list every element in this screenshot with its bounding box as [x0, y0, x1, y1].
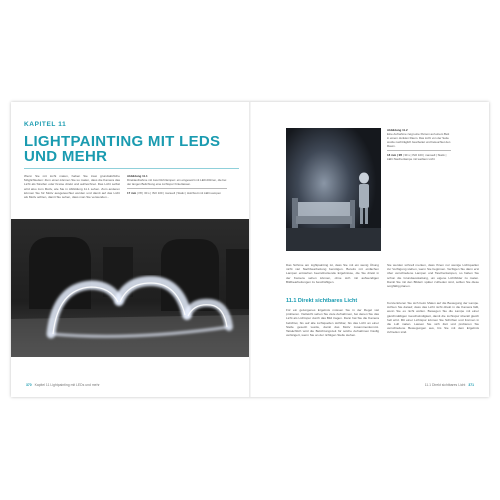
left-footer-text: Kapitel 11 Lightpainting mit LEDs und mehr: [34, 383, 100, 387]
left-footer: [24, 383, 100, 387]
right-page: [250, 102, 489, 397]
caption-title: Abbildung 11.1: [127, 174, 148, 178]
right-col2-text: Sie werden schnell merken, dass Ihnen nur wenige Lichtquellen zur Verfügung stehen, wenn Sie beginnen. Verfügen Sie dann erst über verschiedene Lampen und Taschenlampen, so haben Sie schon die Grundausstattung, um eigene Lichtbilder zu malen. Damit Sie mit den Bildern später zufrieden sind, sollten Sie diese sorgfältig planen.: [387, 263, 479, 289]
right-col1-text: Das Schöne am Lightpainting ist, dass Sie mit ein wenig Übung nicht viel Nachbearbeitung benötigen. Bereits mit einfachen Lampen entstehen beeindruckende Ergebnisse, die Sie direkt in der Kamera sehen können, ohne sich mit aufwendigen Bildbearbeitungen zu beschäftigen.: [286, 263, 379, 284]
figure-caption-11-1: [127, 174, 227, 195]
bedroom-lightpainting-photo: [286, 128, 381, 251]
caption-meta-text: | f/8 | 30 s | ISO 100 | manuell | Stativ | Holzbrett mit LED-Lampen: [136, 190, 222, 195]
chapter-label: KAPITEL 11: [24, 121, 67, 128]
caption-title: Abbildung 11.2: [387, 128, 408, 132]
left-page: [11, 102, 250, 397]
right-col1-text2: Für ein gelungenes Ergebnis müssen Sie in der Regel viel probieren. Vielleicht sehen Sie viele Aufnahmen, bei denen Sie das Licht als Lichtspur durch das Bild tragen. Dann hat Sie die Kamera belichtet, bis auf alle Lichtquellen sichtbar, bis das Licht an einer Stelle gesetzt wurde, damit das Motiv zusammenkommt. Tatsächlich wird die Belichtungszeit für solche Aufnahmen häufig verlängert, wenn Sie an der richtigen Stelle stehen.: [286, 308, 379, 338]
caption-text: Eine Aufnahme zeigt eine Person auf einem Bett in einem dunklen Raum. Das Licht von der Seite wurde nachträglich bearbeitet und beleuchtet den Raum.: [387, 132, 451, 148]
figure-on-bed-image: [286, 128, 381, 251]
caption-meta: [127, 188, 227, 195]
section-title: 11.1 Direkt sichtbares Licht: [286, 298, 358, 304]
light-trails-image: [11, 219, 250, 357]
book-spread: [11, 102, 489, 397]
right-page-number: 371: [468, 383, 474, 387]
caption-meta: [387, 150, 451, 161]
right-col2-text2: Konzentrieren Sie sich beim Malen auf die Bewegung der Lampe. Achten Sie darauf, dass das Licht nicht direkt in die Kamera fällt, wenn Sie es nicht wollen. Bewegen Sie die Lampe mit einer gleichmäßigen Geschwindigkeit, damit die Lichtspur überall gleich hell wird. Mit einer Lichtspur können Sie Schriften und Formen in die Luft malen. Lassen Sie sich Zeit und probieren Sie verschiedene Bewegungen aus, bis Sie mit dem Ergebnis zufrieden sind.: [387, 301, 479, 335]
caption-meta-label: 17 mm: [127, 190, 137, 195]
caption-meta-label: 18 mm | f/8: [387, 152, 402, 157]
right-footer-text: 11.1 Direkt sichtbares Licht: [424, 383, 466, 387]
title-rule: [24, 168, 239, 169]
lightpainting-photo: [11, 219, 250, 357]
caption-meta-text: | 30 s | ISO 100 | manuell | Stativ | LED-Taschenlampe mit weißem Licht: [387, 152, 447, 161]
caption-text: Direktaufnahme mit zwei Rohrlampen: ein eingesetzt mit LED-Röhren, die bei der langen Belichtung eine Lichtspur hinterlassen.: [127, 178, 227, 186]
left-page-number: 370: [26, 383, 32, 387]
intro-text: Wenn Sie mit Licht malen, haben Sie zwei grundsätzliche Möglichkeiten: Zum einen können Sie so malen, dass die Kamera das Licht als Streifen oder Kreise direkt und aufzeichnet. Das Licht selbst wird also zum Motiv, wie Sie in Abbildung 11.1 sehen. Zum anderen können Sie für Motiv ausgeleuchtet werden und damit auf das Licht als Motiv achten, damit Sie sehen, dass man Sie verwenden...: [24, 174, 120, 200]
figure-caption-11-2: [387, 128, 451, 161]
chapter-title: LIGHTPAINTING MIT LEDS UND MEHR: [24, 133, 221, 165]
right-footer: [425, 383, 476, 387]
